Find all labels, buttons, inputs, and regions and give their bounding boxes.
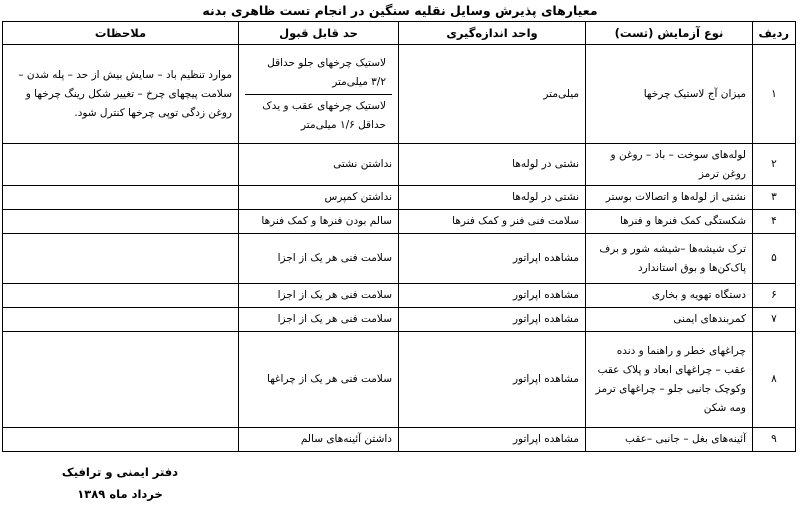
table-row [3, 332, 796, 428]
row-number: ۴ [753, 210, 796, 234]
notes [3, 186, 239, 210]
table-row [3, 210, 796, 234]
test-type: کمربندهای ایمنی [586, 308, 753, 332]
footer-signature [60, 461, 180, 505]
measurement-unit: نشتی در لوله‌ها [399, 144, 586, 186]
measurement-unit: سلامت فنی فنر و کمک فنرها [399, 210, 586, 234]
measurement-unit: نشتی در لوله‌ها [399, 186, 586, 210]
notes [3, 308, 239, 332]
acceptance-limit: نداشتن نشتی [239, 144, 399, 186]
row-number: ۹ [753, 428, 796, 452]
row-number: ۱ [753, 45, 796, 144]
acceptance-limit: سلامت فنی هر یک از چراغها [239, 332, 399, 428]
notes [3, 332, 239, 428]
col-header-acceptance: حد قابل قبول [239, 22, 399, 45]
test-type: دستگاه تهویه و بخاری [586, 284, 753, 308]
test-type: آئینه‌های بغل – جانبی –عقب [586, 428, 753, 452]
table-row [3, 308, 796, 332]
col-header-test: نوع آزمایش (تست) [586, 22, 753, 45]
table-row [3, 234, 796, 284]
row-number: ۷ [753, 308, 796, 332]
test-type: نشتی از لوله‌ها و اتصالات بوستر [586, 186, 753, 210]
test-type: لوله‌های سوخت – باد – روغن و روغن ترمز [586, 144, 753, 186]
acceptance-limit: سلامت فنی هر یک از اجزا [239, 234, 399, 284]
notes [3, 144, 239, 186]
measurement-unit: مشاهده اپراتور [399, 428, 586, 452]
test-type: میزان آج لاستیک چرخها [586, 45, 753, 144]
table-row [3, 284, 796, 308]
measurement-unit: مشاهده اپراتور [399, 332, 586, 428]
notes: موارد تنظیم باد – سایش بیش از حد – پله شدن – سلامت پیچهای چرخ – تغییر شکل رینگ چرخها و روغن زدگی توپی چرخها کنترل شود. [3, 45, 239, 144]
test-type: چراغهای خطر و راهنما و دنده عقب – چراغهای ابعاد و پلاک عقب وکوچک جانبی جلو – چراغهای ترمز ومه شکن [586, 332, 753, 428]
row-number: ۸ [753, 332, 796, 428]
col-header-notes: ملاحظات [3, 22, 239, 45]
col-header-num: ردیف [753, 22, 796, 45]
acceptance-limit: نداشتن کمپرس [239, 186, 399, 210]
footer-office: دفتر ایمنی و ترافیک [61, 465, 179, 479]
table-header-row [3, 22, 796, 45]
criteria-table [2, 21, 796, 452]
acceptance-limit: سالم بودن فنرها و کمک فنرها [239, 210, 399, 234]
table-row [3, 144, 796, 186]
test-type: شکستگی کمک فنرها و فنرها [586, 210, 753, 234]
row-number: ۲ [753, 144, 796, 186]
acceptance-limit: سلامت فنی هر یک از اجزا [239, 284, 399, 308]
row-number: ۵ [753, 234, 796, 284]
measurement-unit: میلی‌متر [399, 45, 586, 144]
measurement-unit: مشاهده اپراتور [399, 234, 586, 284]
acceptance-limit [239, 45, 399, 144]
measurement-unit: مشاهده اپراتور [399, 308, 586, 332]
notes [3, 428, 239, 452]
footer-date: خرداد ماه ۱۳۸۹ [77, 487, 163, 501]
row-number: ۳ [753, 186, 796, 210]
notes [3, 284, 239, 308]
acceptance-limit: داشتن آئینه‌های سالم [239, 428, 399, 452]
table-row [3, 186, 796, 210]
notes [3, 234, 239, 284]
acceptance-front: لاستیک چرخهای جلو حداقل ۳/۲ میلی‌متر [267, 56, 386, 88]
acceptance-rear: لاستیک چرخهای عقب و یدک حداقل ۱/۶ میلی‌متر [245, 94, 392, 137]
test-type: ترک شیشه‌ها –شیشه شور و برف پاک‌کن‌ها و بوق استاندارد [586, 234, 753, 284]
acceptance-limit: سلامت فنی هر یک از اجزا [239, 308, 399, 332]
table-row [3, 45, 796, 144]
measurement-unit: مشاهده اپراتور [399, 284, 586, 308]
row-number: ۶ [753, 284, 796, 308]
notes [3, 210, 239, 234]
page-title: معیارهای پذیرش وسایل نقلیه سنگین در انجام تست ظاهری بدنه [202, 3, 598, 18]
col-header-unit: واحد اندازه‌گیری [399, 22, 586, 45]
table-row [3, 428, 796, 452]
